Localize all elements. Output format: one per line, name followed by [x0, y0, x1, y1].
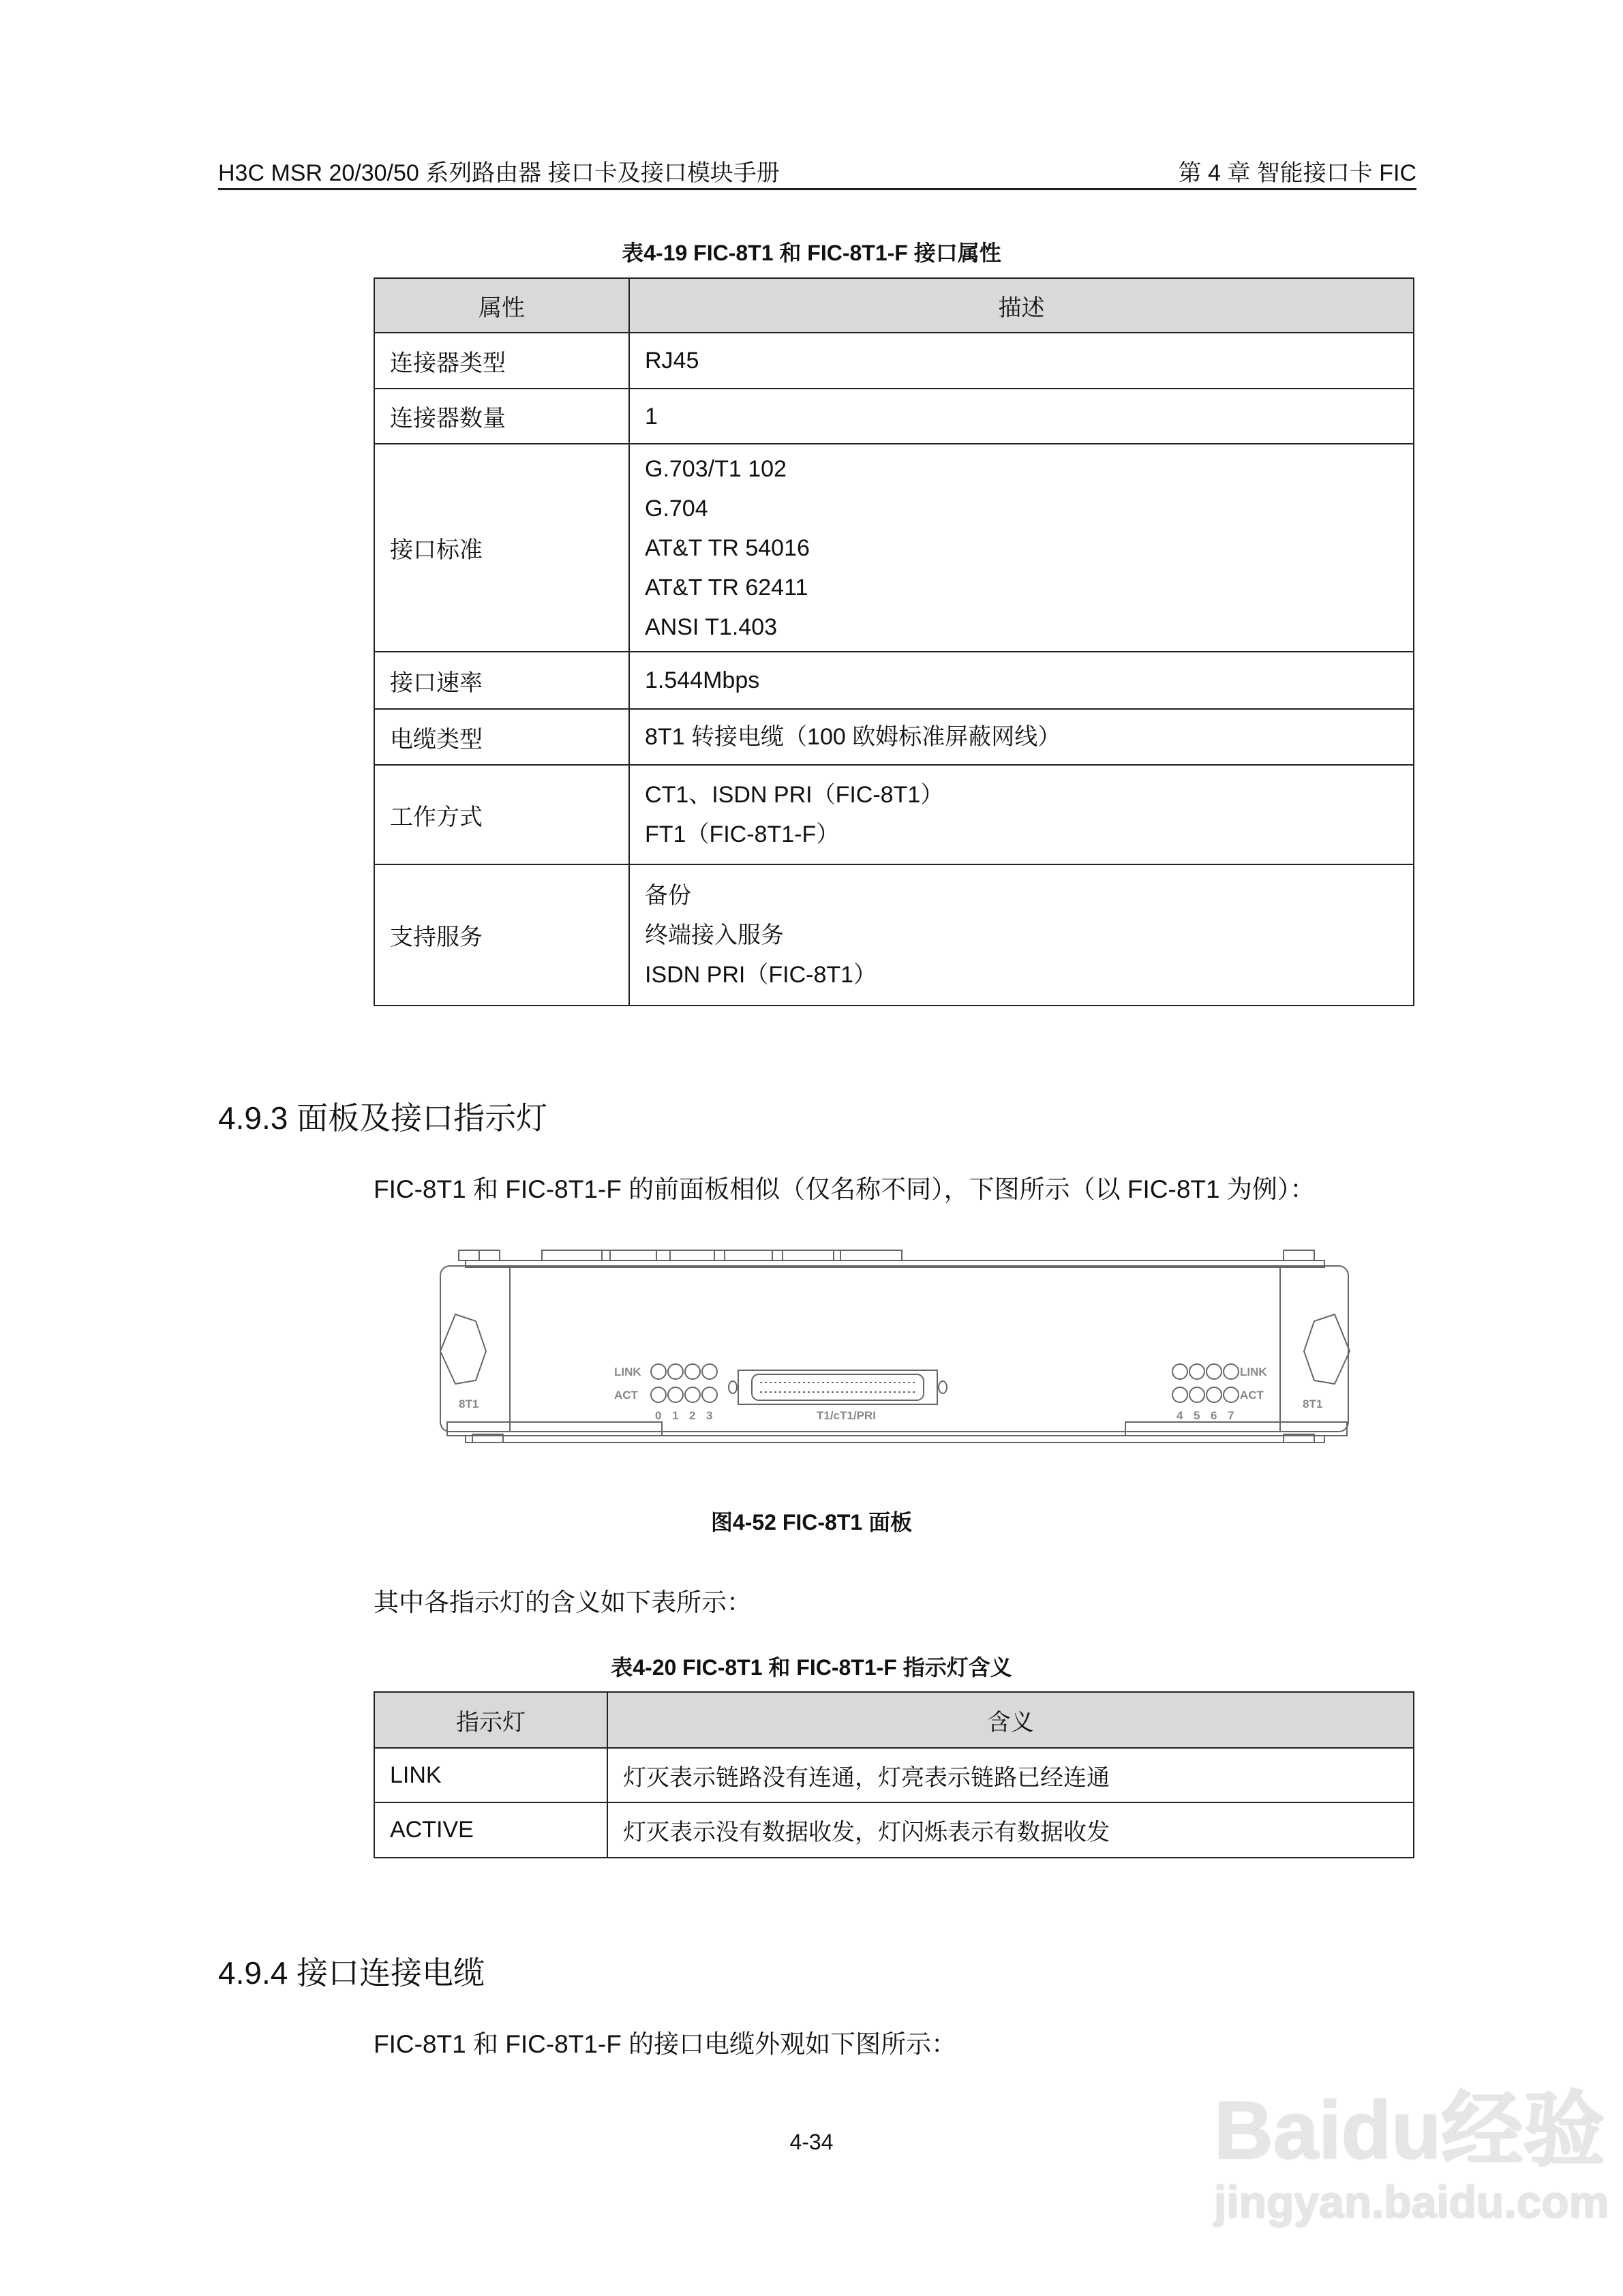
table-row: [374, 765, 1414, 864]
running-header-title: H3C MSR 20/30/50 系列路由器 接口卡及接口模块手册: [218, 160, 780, 186]
table-row: [374, 333, 1414, 389]
desc-cell: RJ45: [645, 348, 699, 374]
port-number: 4: [1177, 1409, 1183, 1422]
watermark-logo: Baidu经验: [1214, 2085, 1605, 2176]
desc-cell: 1.544Mbps: [645, 667, 760, 693]
watermark-url: jingyan.baidu.com: [1214, 2177, 1609, 2227]
desc-line: AT&T TR 54016: [645, 534, 810, 561]
desc-line: 备份: [645, 882, 691, 909]
captive-screw-icon: [1304, 1314, 1350, 1384]
running-header-chapter: 第 4 章 智能接口卡 FIC: [1178, 160, 1416, 186]
table-row: [374, 709, 1414, 765]
desc-line: ANSI T1.403: [645, 614, 778, 640]
fic-8t1-panel-figure: [438, 1241, 1352, 1459]
baidu-watermark: [1214, 2086, 1623, 2256]
meaning-cell: 灯灭表示没有数据收发，灯闪烁表示有数据收发: [607, 1802, 1414, 1858]
section-intro: FIC-8T1 和 FIC-8T1-F 的接口电缆外观如下图所示：: [374, 2030, 957, 2058]
port-number: 1: [672, 1409, 679, 1422]
table2-caption: 表4-20 FIC-8T1 和 FIC-8T1-F 指示灯含义: [611, 1655, 1012, 1680]
table-row: [374, 444, 1414, 652]
meaning-cell: 灯灭表示链路没有连通，灯亮表示链路已经连通: [607, 1748, 1414, 1802]
led-meaning-table: [374, 1691, 1414, 1858]
table-row: [374, 1802, 1414, 1858]
desc-line: G.704: [645, 495, 708, 522]
column-header: 属性: [374, 278, 629, 333]
top-tabs: [459, 1250, 1314, 1260]
led-cell: LINK: [374, 1748, 607, 1802]
column-header: 含义: [607, 1692, 1414, 1748]
interface-attributes-table: [374, 277, 1414, 1006]
port-number: 7: [1228, 1409, 1234, 1422]
card-name-label: 8T1: [459, 1398, 479, 1410]
leds-left: [651, 1364, 717, 1402]
led-cell: ACTIVE: [374, 1802, 607, 1858]
port-number: 2: [689, 1409, 696, 1422]
section-heading-4-9-4: 4.9.4 接口连接电缆: [218, 1955, 485, 1991]
table1-caption: 表4-19 FIC-8T1 和 FIC-8T1-F 接口属性: [622, 241, 1001, 265]
act-label: ACT: [614, 1389, 638, 1402]
attr-cell: 接口速率: [374, 652, 629, 709]
desc-line: G.703/T1 102: [645, 455, 787, 482]
led-table-intro: 其中各指示灯的含义如下表所示：: [374, 1588, 752, 1616]
attr-cell: 工作方式: [374, 765, 629, 864]
port-number: 5: [1194, 1409, 1200, 1422]
port-number: 0: [655, 1409, 662, 1422]
attr-cell: 连接器类型: [374, 333, 629, 389]
column-header: 指示灯: [374, 1692, 607, 1748]
link-label: LINK: [1240, 1365, 1267, 1378]
desc-line: CT1、ISDN PRI（FIC-8T1）: [645, 782, 944, 808]
link-label: LINK: [614, 1365, 641, 1378]
column-header: 描述: [629, 278, 1414, 333]
attr-cell: 连接器数量: [374, 389, 629, 444]
table-row: [374, 652, 1414, 709]
table-row: [374, 864, 1414, 1006]
t1-connector[interactable]: [729, 1370, 947, 1404]
table-row: [374, 389, 1414, 444]
desc-line: 终端接入服务: [645, 922, 784, 948]
panel-body: [440, 1266, 1348, 1432]
attr-cell: 支持服务: [374, 864, 629, 1006]
connector-label: T1/cT1/PRI: [817, 1409, 876, 1422]
port-number: 6: [1211, 1409, 1217, 1422]
figure-caption: 图4-52 FIC-8T1 面板: [710, 1510, 913, 1535]
desc-line: AT&T TR 62411: [645, 574, 808, 601]
act-label: ACT: [1240, 1389, 1264, 1402]
attr-cell: 电缆类型: [374, 709, 629, 765]
card-name-label: 8T1: [1303, 1398, 1323, 1410]
header-rule: [218, 188, 1416, 190]
leds-right: [1172, 1364, 1239, 1402]
desc-cell: 1: [645, 403, 658, 429]
section-heading-4-9-3: 4.9.3 面板及接口指示灯: [218, 1100, 548, 1136]
table-row: [374, 1748, 1414, 1802]
attr-cell: 接口标准: [374, 444, 629, 652]
desc-line: ISDN PRI（FIC-8T1）: [645, 961, 877, 988]
port-number: 3: [706, 1409, 713, 1422]
desc-line: FT1（FIC-8T1-F）: [645, 821, 840, 847]
desc-cell: 8T1 转接电缆（100 欧姆标准屏蔽网线）: [645, 724, 1061, 750]
page-number: 4-34: [789, 2130, 834, 2154]
captive-screw-icon: [440, 1314, 486, 1384]
section-intro: FIC-8T1 和 FIC-8T1-F 的前面板相似（仅名称不同），下图所示（以 FIC-8T1 为例）：: [374, 1175, 1316, 1203]
